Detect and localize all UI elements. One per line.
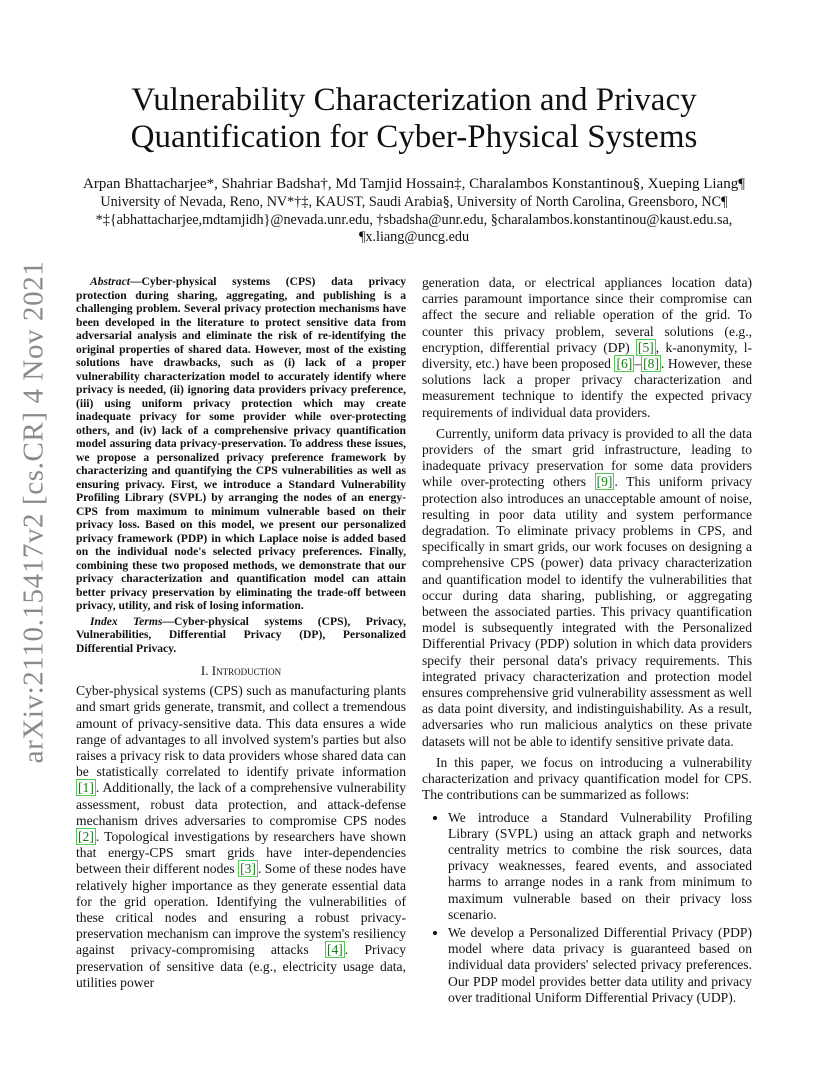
- citation-link-9[interactable]: [9]: [596, 474, 613, 490]
- title-line-2: Quantification for Cyber-Physical Systems: [130, 119, 698, 155]
- citation-link-2[interactable]: [2]: [78, 829, 94, 845]
- citation-link-6[interactable]: [6]: [616, 356, 633, 372]
- citation-link-5[interactable]: [5]: [637, 339, 654, 355]
- intro-paragraph-2: generation data, or electrical appliances location data) carries paramount importance since their compromise can affect the secure and reliable operation of the grid. To counter this privacy problem, several solutions (e.g., encryption, differential privacy (DP) [5] , k-anonymity, l-diversity, etc.) have been proposed [6] – [8] . However, these solutions lack a proper privacy characterization and measurement technique to identify the expected privacy requirements of individual data providers.: [422, 275, 752, 420]
- section-title: Introduction: [211, 663, 282, 678]
- arxiv-identifier: arXiv:2110.15417v2 [cs.CR] 4 Nov 2021: [17, 260, 50, 764]
- author-emails-line-2: ¶x.liang@uncg.edu: [358, 229, 470, 245]
- citation-link-3[interactable]: [3]: [240, 861, 256, 877]
- section-heading-introduction: [76, 663, 406, 679]
- index-terms: [76, 615, 406, 656]
- abstract-text: —Cyber-physical systems (CPS) data privacy protection during sharing, aggregating, and publishing is a challenging problem. Several privacy protection mechanisms have been developed in the literature to protect sensitive data from adversarial analysis and eliminate the risk of re-identifying the original properties of shared data. However, most of the existing solutions have drawbacks, such as (i) lack of a proper vulnerability characterization model to accurately identify where privacy is needed, (ii) ignoring data providers privacy preference, (iii) using uniform privacy protection which may create inadequate privacy for some provider while over-protecting others, and (iv) lack of a comprehensive privacy quantification model assuring data privacy-preservation. To address these issues, we propose a personalized privacy preference framework by characterizing and quantifying the CPS vulnerabilities as well as ensuring privacy. First, we introduce a Standard Vulnerability Profiling Library (SVPL) by arranging the nodes of an energy-CPS from maximum to minimum vulnerable based on their privacy loss. Based on this model, we present our personalized privacy framework (PDP) in which Laplace noise is added based on the individual node's selected privacy preferences. Finally, combining these two proposed methods, we demonstrate that our privacy characterization and quantification model can attain better privacy preservation by eliminating the trade-off between privacy, utility, and risk of losing information.: [76, 275, 406, 612]
- abstract: [76, 275, 406, 613]
- paper-title: [60, 82, 768, 156]
- right-column: [422, 275, 752, 1008]
- contributions-list: [422, 810, 752, 1006]
- citation-link-8[interactable]: [8]: [643, 356, 659, 372]
- list-item: • We develop a Personalized Differential Privacy (PDP) model where data privacy is guaranteed based on individual data providers' selected privacy preferences. Our PDP model provides better data utility and privacy over traditional Uniform Differential Privacy (UDP).: [448, 925, 752, 1006]
- intro-paragraph-1: Cyber-physical systems (CPS) such as manufacturing plants and smart grids generate, transmit, and collect a tremendous amount of privacy-sensitive data. This data ensures a wide range of advantages to all involved system's parties but also raises a privacy risk to data providers whose shared data can be statistically correlated to identify private information [1] . Additionally, the lack of a comprehensive vulnerability assessment, robust data protection, and attack-defense mechanism drives adversaries to compromise CPS nodes [2] . Topological investigations by researchers have shown that energy-CPS smart grids have inter-dependencies between their different nodes [3] . Some of these nodes have relatively higher importance as they generate essential data for the grid operation. Identifying the vulnerabilities of these critical nodes and ensuring a robust privacy-preservation mechanism can improve the system's resiliency against privacy-compromising attacks [4] . Privacy preservation of sensitive data (e.g., electricity usage data, utilities power: [76, 683, 407, 990]
- intro-paragraph-4: In this paper, we focus on introducing a vulnerability characterization and privacy quantification model for CPS. The contributions can be summarized as follows:: [422, 754, 752, 803]
- citation-link-4[interactable]: [4]: [326, 942, 343, 958]
- arxiv-sidebar-stamp: [14, 262, 54, 762]
- title-line-1: Vulnerability Characterization and Privacy: [131, 82, 697, 118]
- author-names: Arpan Bhattacharjee*, Shahriar Badsha†, Md Tamjid Hossain‡, Charalambos Konstantinou§, Xueping Liang¶: [83, 176, 745, 192]
- intro-paragraph-3: Currently, uniform data privacy is provided to all the data providers of the smart grid infrastructure, leading to inadequate privacy preservation for some data providers while over-protecting others [9] . This uniform privacy protection also introduces an unacceptable amount of noise, resulting in poor data utility and system performance degradation. To eliminate privacy problems in CPS, and specifically in smart grids, our work focuses on designing a comprehensive CPS (power) data privacy characterization and quantification model to identify the vulnerabilities that occur during data sharing, publishing, or aggregating between the associated parties. This privacy quantification model is subsequently integrated with the Personalized Differential Privacy (PDP) solution in which data providers specify their personal data's privacy requirements. This integrated privacy characterization and protection model ensures comprehensive grid vulnerability assessment as well as data point diversity, and indistinguishability. As a result, adversaries who run malicious analytics on these private datasets will not be able to identify sensitive private data.: [422, 425, 753, 749]
- index-terms-text: —Cyber-physical systems (CPS), Privacy, Vulnerabilities, Differential Privacy (DP), Personalized Differential Privacy.: [76, 614, 406, 655]
- abstract-label: Abstract: [90, 275, 130, 288]
- author-affiliations: University of Nevada, Reno, NV*†‡, KAUST, Saudi Arabia§, University of North Carolina, Greensboro, NC¶: [100, 194, 728, 210]
- citation-link-1[interactable]: [1]: [78, 780, 94, 796]
- author-emails-line-1: *‡{abhattacharjee,mdtamjidh}@nevada.unr.edu, †sbadsha@unr.edu, §charalambos.konstantinou@kaust.edu.sa,: [95, 211, 733, 228]
- left-column: [76, 275, 406, 991]
- section-number: I.: [200, 663, 212, 678]
- list-item: • We introduce a Standard Vulnerability Profiling Library (SVPL) using an attack graph and networks centrality metrics to combine the risk sources, data privacy weaknesses, feared events, and associated harms to arrange nodes in a rank from minimum to maximum vulnerable based on their privacy loss scenario.: [448, 810, 752, 923]
- author-block: [60, 175, 768, 247]
- index-terms-label: Index Terms: [90, 614, 163, 628]
